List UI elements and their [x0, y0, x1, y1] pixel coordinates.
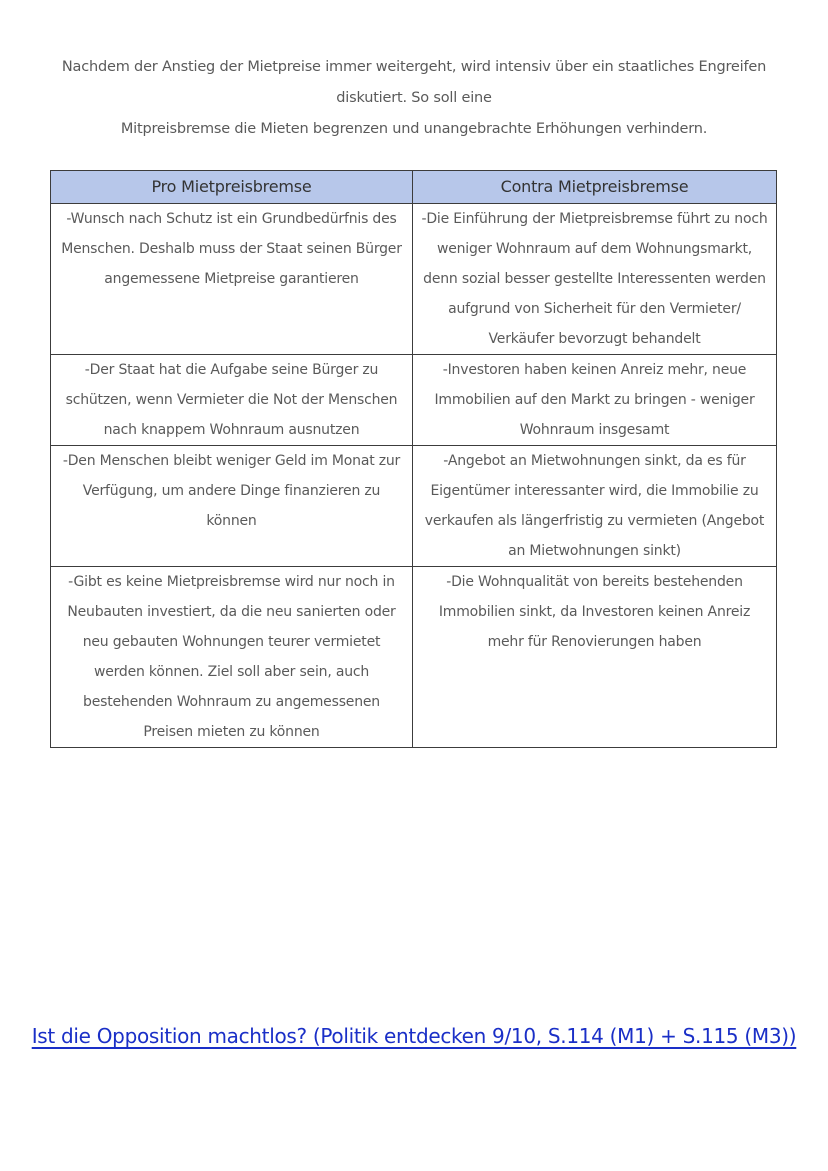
table-row: [51, 446, 777, 567]
contra-argument: -Die Einführung der Mietpreisbremse führt zu noch weniger Wohnraum auf dem Wohnungsmarkt, denn sozial besser gestellte Interessenten werden aufgrund von Sicherheit für den Vermieter/ Verkäufer bevorzugt behandelt: [413, 204, 777, 355]
pro-argument: -Gibt es keine Mietpreisbremse wird nur noch in Neubauten investiert, da die neu sanierten oder neu gebauten Wohnungen teurer vermietet werden können. Ziel soll aber sein, auch bestehenden Wohnraum zu angemessenen Preisen mieten zu können: [51, 567, 413, 748]
pro-argument: -Der Staat hat die Aufgabe seine Bürger zu schützen, wenn Vermieter die Not der Menschen nach knappem Wohnraum ausnutzen: [51, 355, 413, 446]
pro-contra-table: [50, 170, 777, 748]
table-row: [51, 567, 777, 748]
pro-argument: -Den Menschen bleibt weniger Geld im Monat zur Verfügung, um andere Dinge finanzieren zu können: [51, 446, 413, 567]
contra-argument: -Die Wohnqualität von bereits bestehenden Immobilien sinkt, da Investoren keinen Anreiz mehr für Renovierungen haben: [413, 567, 777, 748]
table-row: [51, 204, 777, 355]
section-link-heading[interactable]: Ist die Opposition machtlos? (Politik entdecken 9/10, S.114 (M1) + S.115 (M3)): [31, 1024, 797, 1048]
intro-line-1: Nachdem der Anstieg der Mietpreise immer weitergeht, wird intensiv über ein staatliches Engreifen diskutiert. So soll eine: [61, 59, 767, 106]
intro-line-2: Mitpreisbremse die Mieten begrenzen und unangebrachte Erhöhungen verhindern.: [120, 121, 708, 137]
intro-text: [40, 52, 788, 145]
pro-argument: -Wunsch nach Schutz ist ein Grundbedürfnis des Menschen. Deshalb muss der Staat seinen Bürger angemessene Mietpreise garantieren: [51, 204, 413, 355]
table-row: [51, 355, 777, 446]
table-header-row: [51, 171, 777, 204]
header-pro: Pro Mietpreisbremse: [51, 171, 413, 204]
contra-argument: -Angebot an Mietwohnungen sinkt, da es für Eigentümer interessanter wird, die Immobilie zu verkaufen als längerfristig zu vermieten (Angebot an Mietwohnungen sinkt): [413, 446, 777, 567]
header-contra: Contra Mietpreisbremse: [413, 171, 777, 204]
contra-argument: -Investoren haben keinen Anreiz mehr, neue Immobilien auf den Markt zu bringen - weniger Wohnraum insgesamt: [413, 355, 777, 446]
